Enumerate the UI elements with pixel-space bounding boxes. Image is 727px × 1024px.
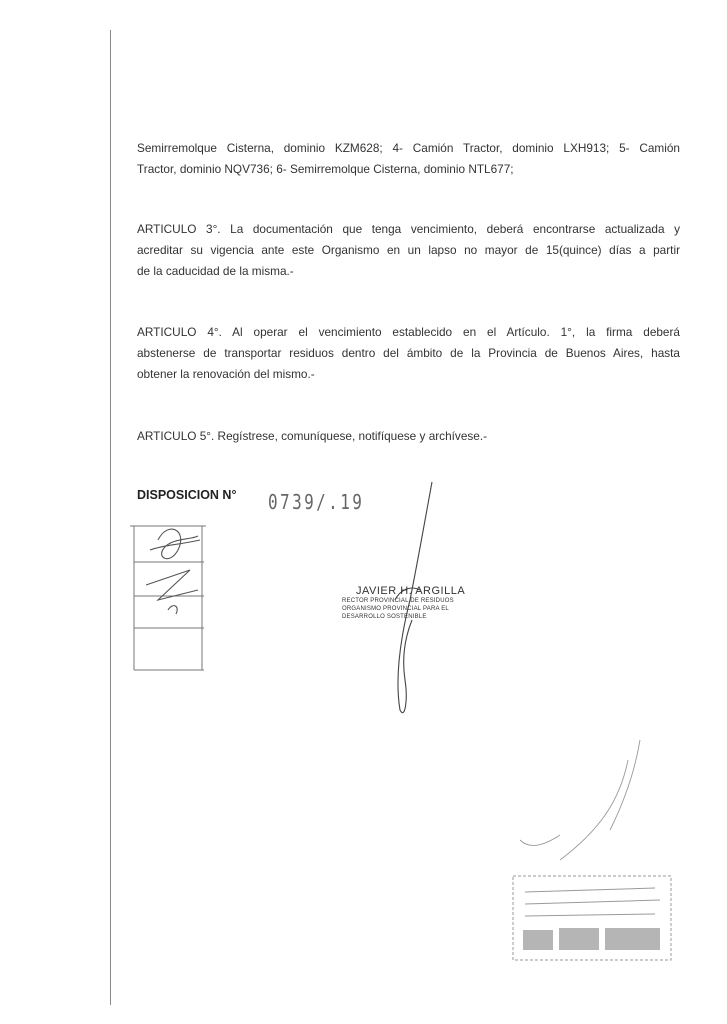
official-role-line: RECTOR PROVINCIAL DE RESIDUOS [342,598,454,604]
official-signature-block [342,585,502,621]
text-line: abstenerse de transportar residuos dentro del ámbito de la Provincia de Buenos Aires, hasta [137,346,680,360]
text-line: Semirremolque Cisterna, dominio KZM628; 4- Camión Tractor, dominio LXH913; 5- Camión [137,141,680,155]
receipt-stamp [505,870,675,965]
text-line: ARTICULO 5°. Regístrese, comuníquese, notifíquese y archívese.- [137,429,488,443]
text-line: ARTICULO 4°. Al operar el vencimiento establecido en el Artículo. 1°, la firma deberá [137,325,680,339]
official-role-line: DESARROLLO SOSTENIBLE [342,614,427,620]
disposicion-label: DISPOSICION N° [137,488,237,502]
text-line: acreditar su vigencia ante este Organismo en un lapso no mayor de 15(quince) días a partir [137,243,680,257]
disposicion-number: 0739/.19 [268,490,365,514]
text-line: de la caducidad de la misma.- [137,264,294,278]
official-role-line: ORGANISMO PROVINCIAL PARA EL [342,606,449,612]
text-line: obtener la renovación del mismo.- [137,367,315,381]
text-line: Tractor, dominio NQV736; 6- Semirremolque Cisterna, dominio NTL677; [137,162,514,176]
official-name: JAVIER H. ARGILLA [356,585,466,597]
text-line: ARTICULO 3°. La documentación que tenga vencimiento, deberá encontrarse actualizada y [137,222,680,236]
